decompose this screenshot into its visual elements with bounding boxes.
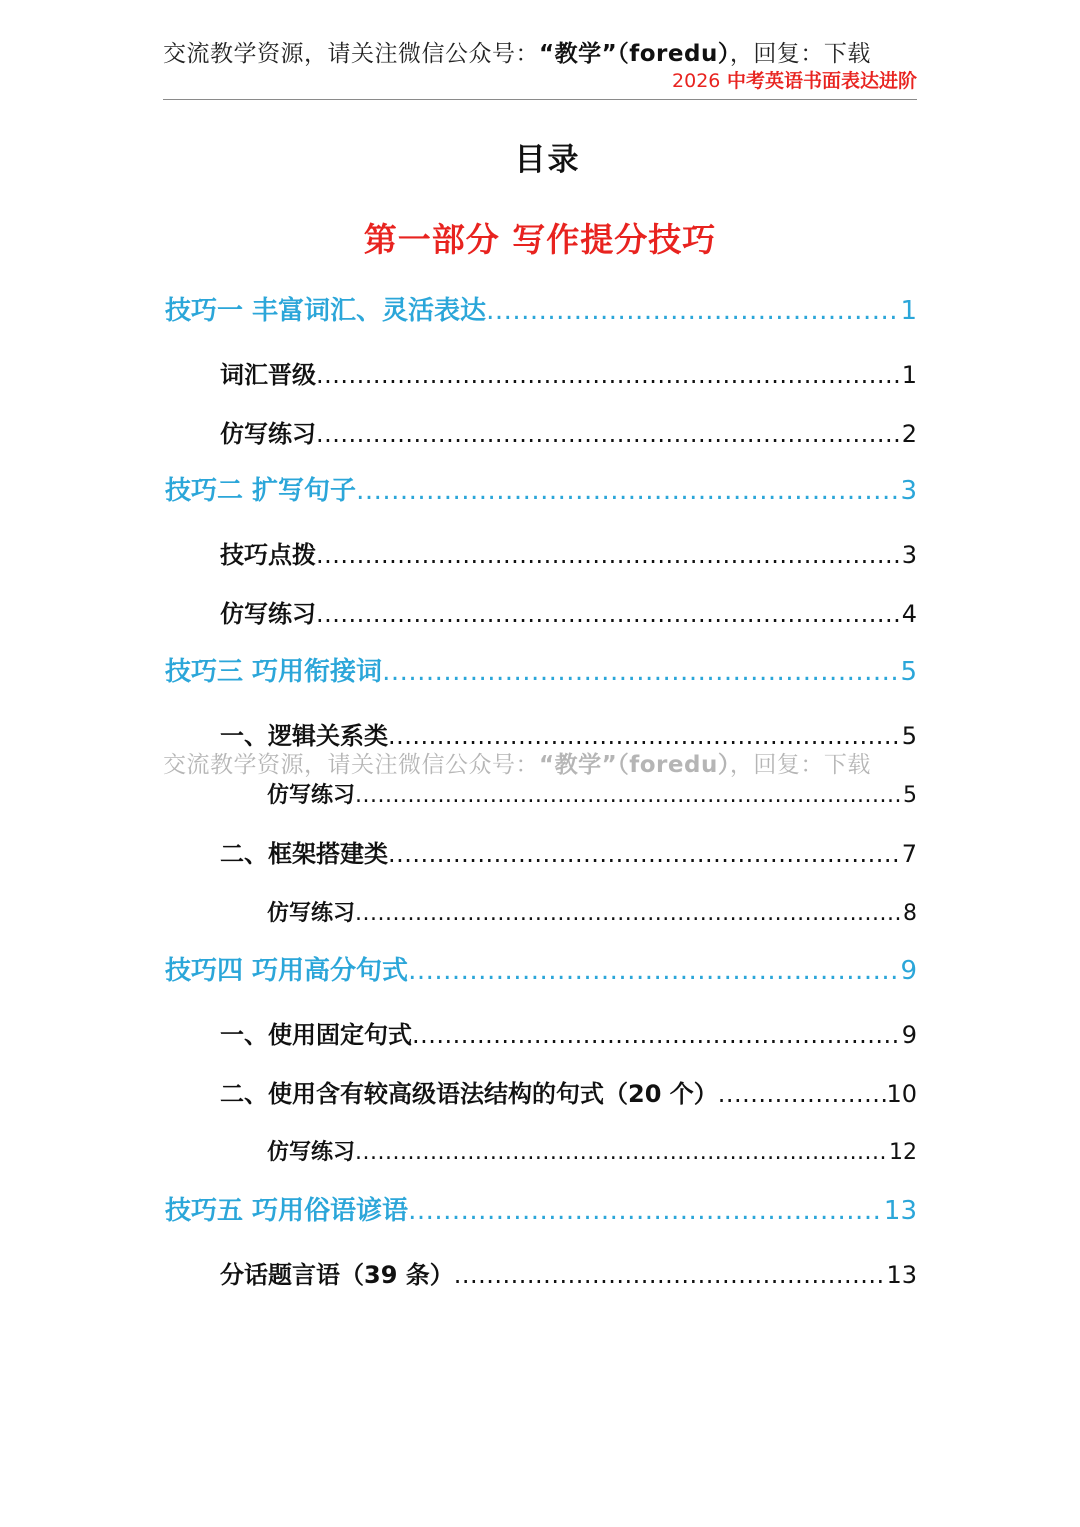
toc-entry-practice-2[interactable]	[220, 594, 917, 629]
toc-page-number: 5	[903, 783, 917, 808]
toc-leader-dots	[356, 476, 900, 506]
toc-entry-skill-5[interactable]	[165, 1190, 917, 1227]
toc-leader-dots	[388, 840, 902, 868]
toc-entry-practice-3[interactable]	[267, 778, 917, 809]
toc-page-number: 12	[889, 1140, 917, 1165]
header-subtitle-text: 中考英语书面表达进阶	[720, 70, 917, 92]
toc-entry-skill-1[interactable]	[165, 290, 917, 327]
header-notice-text: 交流教学资源，请关注微信公众号：	[163, 41, 539, 67]
toc-page-number: 5	[901, 722, 917, 750]
toc-page-number: 2	[901, 420, 917, 448]
toc-leader-dots	[355, 783, 903, 808]
page-header-notice	[163, 39, 917, 69]
toc-leader-dots	[408, 1196, 884, 1226]
toc-page-number: 9	[901, 1021, 917, 1049]
toc-page-number: 3	[901, 541, 917, 569]
toc-page-number: 1	[901, 361, 917, 389]
toc-entry-tips[interactable]	[220, 535, 917, 570]
toc-leader-dots	[355, 901, 903, 926]
toc-leader-dots	[316, 541, 902, 569]
watermark-tail: ，回复：下载	[729, 752, 871, 778]
toc-page-number: 13	[886, 1261, 917, 1289]
header-subtitle-year: 2026	[672, 70, 721, 92]
part-title: 第一部分 写作提分技巧	[363, 220, 717, 259]
header-divider	[163, 99, 917, 100]
toc-leader-dots	[355, 1140, 889, 1165]
toc-entry-label: 二、框架搭建类	[220, 840, 388, 868]
toc-leader-dots	[316, 600, 902, 628]
toc-entry-label: 仿写练习	[267, 901, 356, 926]
toc-entry-framework[interactable]	[220, 834, 917, 869]
watermark-brand: “教学”（foredu）	[539, 752, 730, 778]
toc-page-number: 9	[900, 956, 917, 986]
toc-entry-fixed-patterns[interactable]	[220, 1015, 917, 1050]
toc-entry-label: 仿写练习	[220, 600, 316, 628]
toc-page-number: 10	[886, 1080, 917, 1108]
toc-page-number: 1	[900, 296, 917, 326]
toc-entry-advanced-grammar[interactable]	[220, 1074, 917, 1109]
page-header-subtitle	[672, 68, 917, 94]
toc-entry-label: 仿写练习	[267, 783, 356, 808]
toc-entry-skill-3[interactable]	[165, 651, 917, 688]
toc-entry-label: 分话题言语（39 条）	[220, 1261, 454, 1289]
toc-page-number: 4	[901, 600, 917, 628]
toc-entry-label: 技巧一 丰富词汇、灵活表达	[165, 296, 487, 326]
toc-leader-dots	[388, 722, 902, 750]
toc-entry-practice-4[interactable]	[267, 896, 917, 927]
toc-entry-label: 技巧点拨	[220, 541, 316, 569]
toc-entry-label: 技巧二 扩写句子	[165, 476, 357, 506]
toc-entry-topic-sayings[interactable]	[220, 1255, 917, 1290]
toc-entry-vocabulary[interactable]	[220, 355, 917, 390]
toc-leader-dots	[718, 1080, 887, 1108]
toc-entry-label: 仿写练习	[220, 420, 316, 448]
toc-page-number: 8	[903, 901, 917, 926]
toc-entry-label: 词汇晋级	[220, 361, 316, 389]
toc-entry-label: 技巧五 巧用俗语谚语	[165, 1196, 409, 1226]
toc-entry-label: 一、使用固定句式	[220, 1021, 412, 1049]
toc-entry-skill-2[interactable]	[165, 470, 917, 507]
toc-entry-label: 仿写练习	[267, 1140, 356, 1165]
toc-page-number: 5	[900, 657, 917, 687]
toc-entry-label: 技巧四 巧用高分句式	[165, 956, 409, 986]
toc-leader-dots	[408, 956, 900, 986]
toc-entry-skill-4[interactable]	[165, 950, 917, 987]
header-brand: “教学”（foredu）	[539, 41, 730, 67]
toc-leader-dots	[412, 1021, 902, 1049]
toc-entry-label: 二、使用含有较高级语法结构的句式（20 个）	[220, 1080, 718, 1108]
toc-entry-label: 一、逻辑关系类	[220, 722, 388, 750]
watermark-notice: 交流教学资源，请关注微信公众号：	[163, 752, 539, 778]
toc-leader-dots	[316, 361, 902, 389]
toc-leader-dots	[316, 420, 902, 448]
toc-entry-logic[interactable]	[220, 716, 917, 751]
toc-title: 目录	[514, 142, 581, 178]
toc-entry-label: 技巧三 巧用衔接词	[165, 657, 383, 687]
toc-entry-practice-1[interactable]	[220, 414, 917, 449]
toc-leader-dots	[382, 657, 900, 687]
toc-entry-practice-5[interactable]	[267, 1135, 917, 1166]
toc-page-number: 13	[883, 1196, 917, 1226]
toc-page-number: 7	[901, 840, 917, 868]
toc-page-number: 3	[900, 476, 917, 506]
toc-leader-dots	[454, 1261, 887, 1289]
header-notice-tail: ，回复：下载	[729, 41, 871, 67]
toc-leader-dots	[486, 296, 900, 326]
watermark-overlay	[163, 750, 923, 780]
